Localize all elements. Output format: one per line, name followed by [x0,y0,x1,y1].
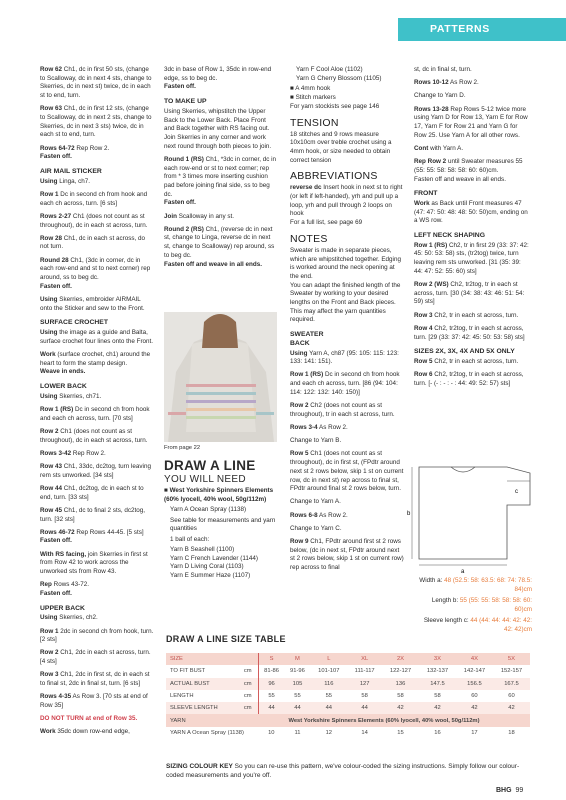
instruction: Work (surface crochet, ch1) around the heart to form the stamp design. Weave in ends. [40,350,151,376]
instruction: Row 1 Dc in second ch from hook and each ch across, turn. [6 sts] [40,190,148,207]
instruction: Using Skerries, ch2. [40,614,98,622]
instruction: Round 2 (RS) Ch1, (reverse dc in next st, change to Linga, reverse dc in next st, change to Scalloway) rep around, ss to beg dc. Fasten off and weave in all ends. [164,225,275,268]
column-3: Yarn F Cool Aloe (1102) Yarn G Cherry Blossom (1105) ■ A 4mm hook ■ Stitch markers For yarn stockists see page 146 TENSION 18 stitches and 9 rows measure 10x10cm over treble crochet using a 4mm hook, or size needed to obtain correct tension ABBREVIATIONS reverse dc Insert hook in next st to right (or left if left-handed), yrh and pull up a loop, yrh and pull through 2 loops on hook For a full list, see page 69 NOTES Sweater is made in separate pieces, which are whipstitched together. Edging is worked around the neck opening at the end. You can adapt the finished length of the Sweater by working to your desired lengths on the Front and Back pieces. This may affect the yarn quantities required. SWEATER BACK Using Yarn A, ch87 (95: 105: 115: 123: 133: 141: 151). Row 1 (RS) Dc in second ch from hook and each ch across, turn. [86 (94: 104: 114: 122: 132: 140: 150)] Row 2 Ch2 (does not count as st throughout), tr in each st across, turn. Rows 3-4 As Row 2. Change to Yarn B. Row 5 Ch1 (does not count as st throughout), dc in first st, (FPdtr around next st 2 rows below, skip 1 st on current row, dc in next st) rep across to final st, FPdtr around final st 2 rows below, turn. Change to Yarn A. Rows 6-8 As Row 2. Change to Yarn C. Row 9 Ch1, FPdtr around first st 2 rows below, (dc in next st, FPdtr around next st 2 rows below, skip 1 st on current row) rep across to final [290,66,404,572]
photo-caption: From page 22 [164,445,201,451]
measurement-row: Width a: 48 (52.5: 58: 63.5: 68: 74: 78.5: 84)cm [419,577,532,593]
abbreviations-heading: ABBREVIATIONS [290,170,378,183]
instruction: Rows 3-4 As Row 2. [290,424,348,431]
instruction: Change to Yarn D. [414,92,466,100]
yarn-b: Yarn B Seashell (1100) [170,546,235,553]
svg-text:a: a [461,569,465,575]
instruction: Row 2 Ch1, 2dc in each st across, turn. [4 sts] [40,649,151,666]
instruction: Row 28 Ch1, dc in each st across, do not turn. [40,234,145,251]
section-heading: SURFACE CROCHET [40,319,108,327]
table-row: TO FIT BUST cm 81-86 91-96 101-107 111-117 122-127 132-137 142-147 152-157 [166,665,530,677]
section-heading: UPPER BACK [40,604,85,612]
instruction: Row 1 2dc in second ch from hook, turn. [2 sts] [40,627,154,644]
instruction: Change to Yarn A. [290,498,341,506]
instruction: Row 1 (RS) Ch2, tr in first 29 (33: 37: 42: 45: 50: 53: 58) sts, (tr2tog) twice, turn leaving rem sts unworked. [31 (35: 39: 44: 47: 52: 55: 60) sts] [414,241,529,275]
instruction: Rows 10-12 As Row 2. [414,79,479,87]
instruction: Round 28 Ch1, (3dc in corner, dc in each row-end and st to next corner) rep around, ss to beg dc. Fasten off. [40,256,151,290]
section-heading: LOWER BACK [40,383,87,391]
table-row: LENGTH cm 55 55 55 58 58 58 60 60 [166,690,530,702]
instruction: Rep Row 2 until Sweater measures 55 (55: 55: 58: 58: 58: 60: 60)cm. Fasten off and weave in all ends. [414,158,523,183]
column-2 [164,66,277,274]
table-row: YARN West Yorkshire Spinners Elements (60% lyocell, 40% wool, 50g/112m) [166,714,530,726]
section-heading: LEFT NECK SHAPING [414,232,485,240]
instruction: Row 45 Ch1, dc to final 2 sts, dc2tog, turn. [32 sts] [40,506,146,523]
instruction: Using Skerries, whipstitch the Upper Back to the Lower Back. Place Front and Back together with RS facing out. Join Skerries in any corner and work next round through both pieces to join. [164,107,272,150]
svg-text:b: b [407,511,411,517]
instruction: Change to Yarn C. [290,524,342,532]
svg-text:c: c [515,489,518,495]
measurement-row: Length b: 55 (55: 55: 58: 58: 58: 60: 60)cm [431,597,532,613]
instruction: st, dc in final st, turn. [414,66,472,73]
instruction: Work 35dc down row-end edge, [40,728,130,736]
table-row: SLEEVE LENGTH cm 44 44 44 44 42 42 42 42 [166,702,530,714]
instruction: Row 43 Ch1, 33dc, dc2tog, turn leaving rem sts unworked. [34 sts] [40,463,151,479]
sweater-heading: SWEATER [290,331,324,339]
notes-heading: NOTES [290,232,328,245]
you-will-need-heading: YOU WILL NEED [164,474,246,485]
instruction: Row 2 (WS) Ch2, tr2tog, tr in each st across, turn. [30 (34: 38: 43: 46: 51: 54: 59) sts] [414,281,525,306]
table-row: ACTUAL BUST cm 96 105 116 127 136 147.5 156.5 167.5 [166,678,530,690]
instruction: Rows 13-28 Rep Rows 5-12 twice more using Yarn D for Row 13, Yarn E for Row 17, Yarn F for Row 21 and Yarn G for Row 25. Use Yarn A for all other rows. [414,105,528,139]
warning-note: DO NOT TURN at end of Row 35. [40,715,138,723]
instruction: Row 3 Ch1, 2dc in first st, dc in each st to final st, 2dc in final st, turn. [6 sts] [40,671,150,688]
instruction: Row 44 Ch1, dc2tog, dc in each st to end, turn. [33 sts] [40,484,144,501]
instruction: Row 4 Ch2, tr2tog, tr in each st across, turn. [29 (33: 37: 42: 45: 50: 53: 58) sts] [414,324,525,341]
instruction: Row 5 Ch2, tr in each st across, turn. [414,357,519,365]
instruction: Row 6 Ch2, tr2tog, tr in each st across, turn. [- (- : - : - : 44: 49: 52: 57) sts] [414,371,524,387]
section-heading: TO MAKE UP [164,98,207,106]
instruction: Rows 64-72 Rep Row 2. Fasten off. [40,144,110,161]
section-tab: PATTERNS [398,18,566,41]
yarn-c: Yarn C French Lavender (1144) [170,554,258,562]
instruction: Row 2 Ch1 (does not count as st throughout), dc in each st across, turn. [40,427,148,444]
pattern-title: DRAW A LINE [164,458,256,473]
instruction: Row 9 Ch1, FPdtr around first st 2 rows below, (dc in next st, FPdtr around next st 2 rows below, skip 1 st on current row) rep across to final [290,538,404,572]
instruction: Row 62 Ch1, dc in first 50 sts, (change to Scalloway, dc in next 4 sts, change to Skerries, dc in next st) twice, dc in each st to end, turn. [40,66,152,100]
colour-key: SIZING COLOUR KEY So you can re-use this pattern, we've colour-coded the sizing instructions. Simply follow our colour-coded measurements and you're off. [166,763,520,779]
column-4 [414,66,530,393]
sweater-photo [164,312,277,442]
instruction: Rep Rows 43-72. Fasten off. [40,581,90,597]
instruction: Using Skerries, embroider AIRMAIL onto the Sticker and sew to the Front. [40,295,145,312]
tension-heading: TENSION [290,116,339,129]
instruction: Row 2 Ch2 (does not count as st throughout), tr in each st across, turn. [290,402,395,418]
section-heading: AIR MAIL STICKER [40,168,102,176]
instruction: Rows 2-27 Ch1 (does not count as st throughout), dc in each st across, turn. [40,212,148,229]
section-heading: SIZES 2X, 3X, 4X AND 5X ONLY [414,348,515,356]
instruction: Round 1 (RS) Ch1, *3dc in corner, dc in each row-end or st to next corner; rep from * 3 times more inserting cushion pad before joining final side, ss to beg dc. Fasten off. [164,155,276,207]
size-table-title: DRAW A LINE SIZE TABLE [166,634,286,644]
instruction: Cont with Yarn A. [414,144,464,152]
column-1 [40,66,154,742]
instruction: Rows 3-42 Rep Row 2. [40,449,106,457]
page-footer: BHG 99 [496,787,524,794]
instruction: Row 63 Ch1, dc in first 12 sts, (change to Scalloway, dc in next 2 sts, change to Skerries, dc in next 3 sts) twice, dc in each st to end, turn. [40,105,152,139]
instruction: Row 5 Ch1 (does not count as st throughout), dc in first st, (FPdtr around next st 2 rows below, skip 1 st on current row, dc in next st) rep across to final st, FPdtr around final st 2 rows below, turn. [290,450,404,493]
measurements [414,577,532,638]
instruction: Using the image as a guide and Balta, surface crochet four lines onto the Front. [40,329,154,345]
instruction: 3dc in base of Row 1, 35dc in row-end edge, ss to beg dc. Fasten off. [164,66,272,91]
instruction: Rows 4-35 As Row 3. [70 sts at end of Row 35] [40,693,148,709]
instruction: Row 3 Ch2, tr in each st across, turn. [414,311,519,319]
instruction: Rows 6-8 As Row 2. [290,511,348,519]
instruction: Using Skerries, ch71. [40,392,102,400]
instruction: With RS facing, join Skerries in first st from Row 42 to work across the unworked sts from Row 43. [40,550,148,576]
instruction: Join Scalloway in any st. [164,212,235,220]
instruction: Using Yarn A, ch87 (95: 105: 115: 123: 133: 141: 151). [290,349,399,366]
instruction: Using Linga, ch7. [40,177,91,185]
yarn-list: ■ West Yorkshire Spinners Elements (60% lyocell, 40% wool, 50g/112m) Yarn A Ocean Spray (1138) See table for measurements and yarn quantities 1 ball of each: Yarn B Seashell (1100) Yarn C French Lavender (1144) Yarn D Living Coral (1103) Yarn E Summer Haze (1107) [164,487,276,579]
instruction: Row 1 (RS) Dc in second ch from hook and each ch across, turn. [86 (94: 104: 114: 122: 132: 140: 150)] [290,371,400,396]
measurement-row: Sleeve length c: 44 (44: 44: 44: 42: 42: 42: 42)cm [423,617,532,633]
yarn-d: Yarn D Living Coral (1103) [170,563,244,570]
instruction: Row 1 (RS) Dc in second ch from hook and each ch across, turn. [70 sts] [40,406,150,422]
sweater-diagram [407,465,532,575]
instruction: Rows 46-72 Rep Rows 44-45. [5 sts] Fasten off. [40,528,144,545]
table-row: YARN A Ocean Spray (1138) 10 11 12 14 15 16 17 18 [170,729,515,736]
table-header: SIZE S M L XL 2X 3X 4X 5X [166,653,530,665]
instruction: Work as Back until Front measures 47 (47: 47: 50: 48: 48: 50: 50)cm, ending on a WS row. [414,199,528,225]
section-heading: FRONT [414,190,438,198]
instruction: Change to Yarn B. [290,437,342,445]
size-table [166,653,530,739]
yarn-e: Yarn E Summer Haze (1107) [170,571,251,579]
